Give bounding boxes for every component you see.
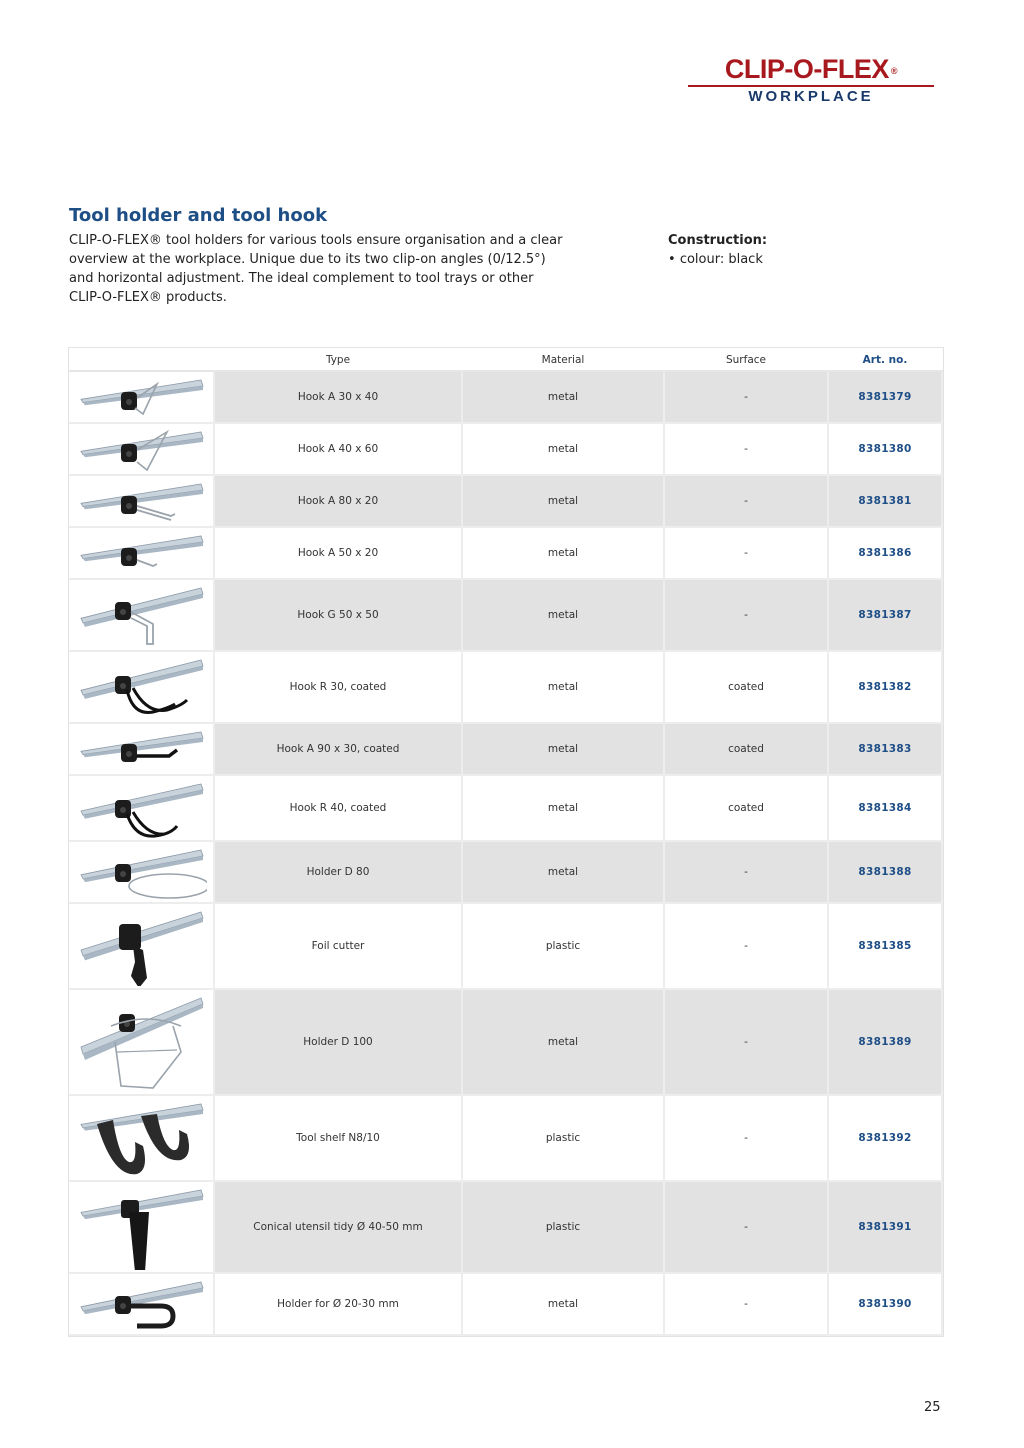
product-art-no: 8381380 xyxy=(828,423,942,475)
product-surface: coated xyxy=(664,775,828,841)
product-art-no: 8381389 xyxy=(828,989,942,1095)
product-art-no: 8381391 xyxy=(828,1181,942,1273)
product-type: Foil cutter xyxy=(214,903,462,989)
product-material: plastic xyxy=(462,903,664,989)
header-surface: Surface xyxy=(664,349,828,371)
hook-g-50x50-icon xyxy=(77,582,207,648)
product-type: Holder D 100 xyxy=(214,989,462,1095)
product-surface: - xyxy=(664,1273,828,1335)
product-surface: coated xyxy=(664,651,828,723)
product-image-cell xyxy=(70,775,214,841)
hook-a-90x30-coated-icon xyxy=(77,726,207,772)
product-art-no: 8381392 xyxy=(828,1095,942,1181)
product-type: Hook A 90 x 30, coated xyxy=(214,723,462,775)
product-image-cell xyxy=(70,989,214,1095)
header-image xyxy=(70,349,214,371)
product-type: Holder D 80 xyxy=(214,841,462,903)
table-row xyxy=(70,723,942,775)
product-art-no: 8381388 xyxy=(828,841,942,903)
brand-logo xyxy=(688,54,934,108)
product-art-no: 8381379 xyxy=(828,371,942,423)
product-image-cell xyxy=(70,903,214,989)
product-image-cell xyxy=(70,841,214,903)
product-table xyxy=(69,348,943,1336)
product-surface: - xyxy=(664,841,828,903)
hook-a-80x20-icon xyxy=(77,478,207,524)
table-row xyxy=(70,1181,942,1273)
product-art-no: 8381385 xyxy=(828,903,942,989)
logo-wordmark: CLIP-O-FLEX ® xyxy=(724,54,898,84)
product-art-no: 8381390 xyxy=(828,1273,942,1335)
product-image-cell xyxy=(70,527,214,579)
page-number: 25 xyxy=(924,1400,941,1415)
intro-line: CLIP-O-FLEX® tool holders for various tools ensure organisation and a clear xyxy=(69,233,563,248)
table-row xyxy=(70,903,942,989)
product-art-no: 8381387 xyxy=(828,579,942,651)
intro-line: overview at the workplace. Unique due to its two clip-on angles (0/12.5°) xyxy=(69,252,546,267)
holder-d100-icon xyxy=(77,992,207,1092)
product-material: metal xyxy=(462,371,664,423)
product-type: Hook G 50 x 50 xyxy=(214,579,462,651)
table-row xyxy=(70,841,942,903)
product-image-cell xyxy=(70,1095,214,1181)
header-art-no: Art. no. xyxy=(828,349,942,371)
holder-d80-icon xyxy=(77,844,207,900)
product-surface: coated xyxy=(664,723,828,775)
product-art-no: 8381383 xyxy=(828,723,942,775)
table-row xyxy=(70,371,942,423)
intro-line: CLIP-O-FLEX® products. xyxy=(69,290,227,305)
product-material: metal xyxy=(462,841,664,903)
holder-20-30-icon xyxy=(77,1276,207,1332)
hook-r-30-coated-icon xyxy=(77,654,207,720)
foil-cutter-icon xyxy=(77,906,207,986)
hook-a-40x60-icon xyxy=(77,426,207,472)
logo-subtitle: WORKPLACE xyxy=(748,88,874,105)
table-row xyxy=(70,475,942,527)
section-title: Tool holder and tool hook xyxy=(69,205,328,226)
product-art-no: 8381384 xyxy=(828,775,942,841)
hook-r-40-coated-icon xyxy=(77,778,207,838)
construction-item: • colour: black xyxy=(668,252,763,267)
table-row xyxy=(70,579,942,651)
table-row xyxy=(70,527,942,579)
table-header-row xyxy=(70,349,942,371)
product-surface: - xyxy=(664,1181,828,1273)
product-image-cell xyxy=(70,371,214,423)
product-type: Tool shelf N8/10 xyxy=(214,1095,462,1181)
header-type: Type xyxy=(214,349,462,371)
product-surface: - xyxy=(664,1095,828,1181)
product-material: metal xyxy=(462,527,664,579)
product-type: Hook R 40, coated xyxy=(214,775,462,841)
product-material: metal xyxy=(462,1273,664,1335)
product-image-cell xyxy=(70,475,214,527)
utensil-tidy-icon xyxy=(77,1184,207,1270)
product-material: metal xyxy=(462,579,664,651)
product-material: metal xyxy=(462,989,664,1095)
product-image-cell xyxy=(70,1273,214,1335)
hook-a-50x20-icon xyxy=(77,530,207,576)
product-material: metal xyxy=(462,423,664,475)
header-material: Material xyxy=(462,349,664,371)
product-type: Conical utensil tidy Ø 40-50 mm xyxy=(214,1181,462,1273)
table-row xyxy=(70,423,942,475)
table-row xyxy=(70,775,942,841)
hook-a-30x40-icon xyxy=(77,374,207,420)
table-row xyxy=(70,1095,942,1181)
product-art-no: 8381381 xyxy=(828,475,942,527)
product-material: metal xyxy=(462,651,664,723)
product-type: Hook A 30 x 40 xyxy=(214,371,462,423)
product-surface: - xyxy=(664,371,828,423)
product-material: metal xyxy=(462,775,664,841)
intro-text xyxy=(69,231,589,307)
product-type: Hook A 40 x 60 xyxy=(214,423,462,475)
product-image-cell xyxy=(70,423,214,475)
product-material: plastic xyxy=(462,1181,664,1273)
table-row xyxy=(70,989,942,1095)
product-image-cell xyxy=(70,579,214,651)
table-row xyxy=(70,1273,942,1335)
product-image-cell xyxy=(70,1181,214,1273)
product-art-no: 8381382 xyxy=(828,651,942,723)
intro-line: and horizontal adjustment. The ideal complement to tool trays or other xyxy=(69,271,534,286)
product-surface: - xyxy=(664,579,828,651)
tool-shelf-icon xyxy=(77,1098,207,1178)
product-material: metal xyxy=(462,723,664,775)
product-type: Hook A 50 x 20 xyxy=(214,527,462,579)
product-art-no: 8381386 xyxy=(828,527,942,579)
construction-heading: Construction: xyxy=(668,233,768,248)
product-surface: - xyxy=(664,527,828,579)
product-type: Holder for Ø 20-30 mm xyxy=(214,1273,462,1335)
product-image-cell xyxy=(70,723,214,775)
product-type: Hook R 30, coated xyxy=(214,651,462,723)
product-surface: - xyxy=(664,423,828,475)
product-material: plastic xyxy=(462,1095,664,1181)
product-surface: - xyxy=(664,903,828,989)
product-surface: - xyxy=(664,989,828,1095)
product-surface: - xyxy=(664,475,828,527)
product-image-cell xyxy=(70,651,214,723)
product-material: metal xyxy=(462,475,664,527)
product-type: Hook A 80 x 20 xyxy=(214,475,462,527)
table-row xyxy=(70,651,942,723)
